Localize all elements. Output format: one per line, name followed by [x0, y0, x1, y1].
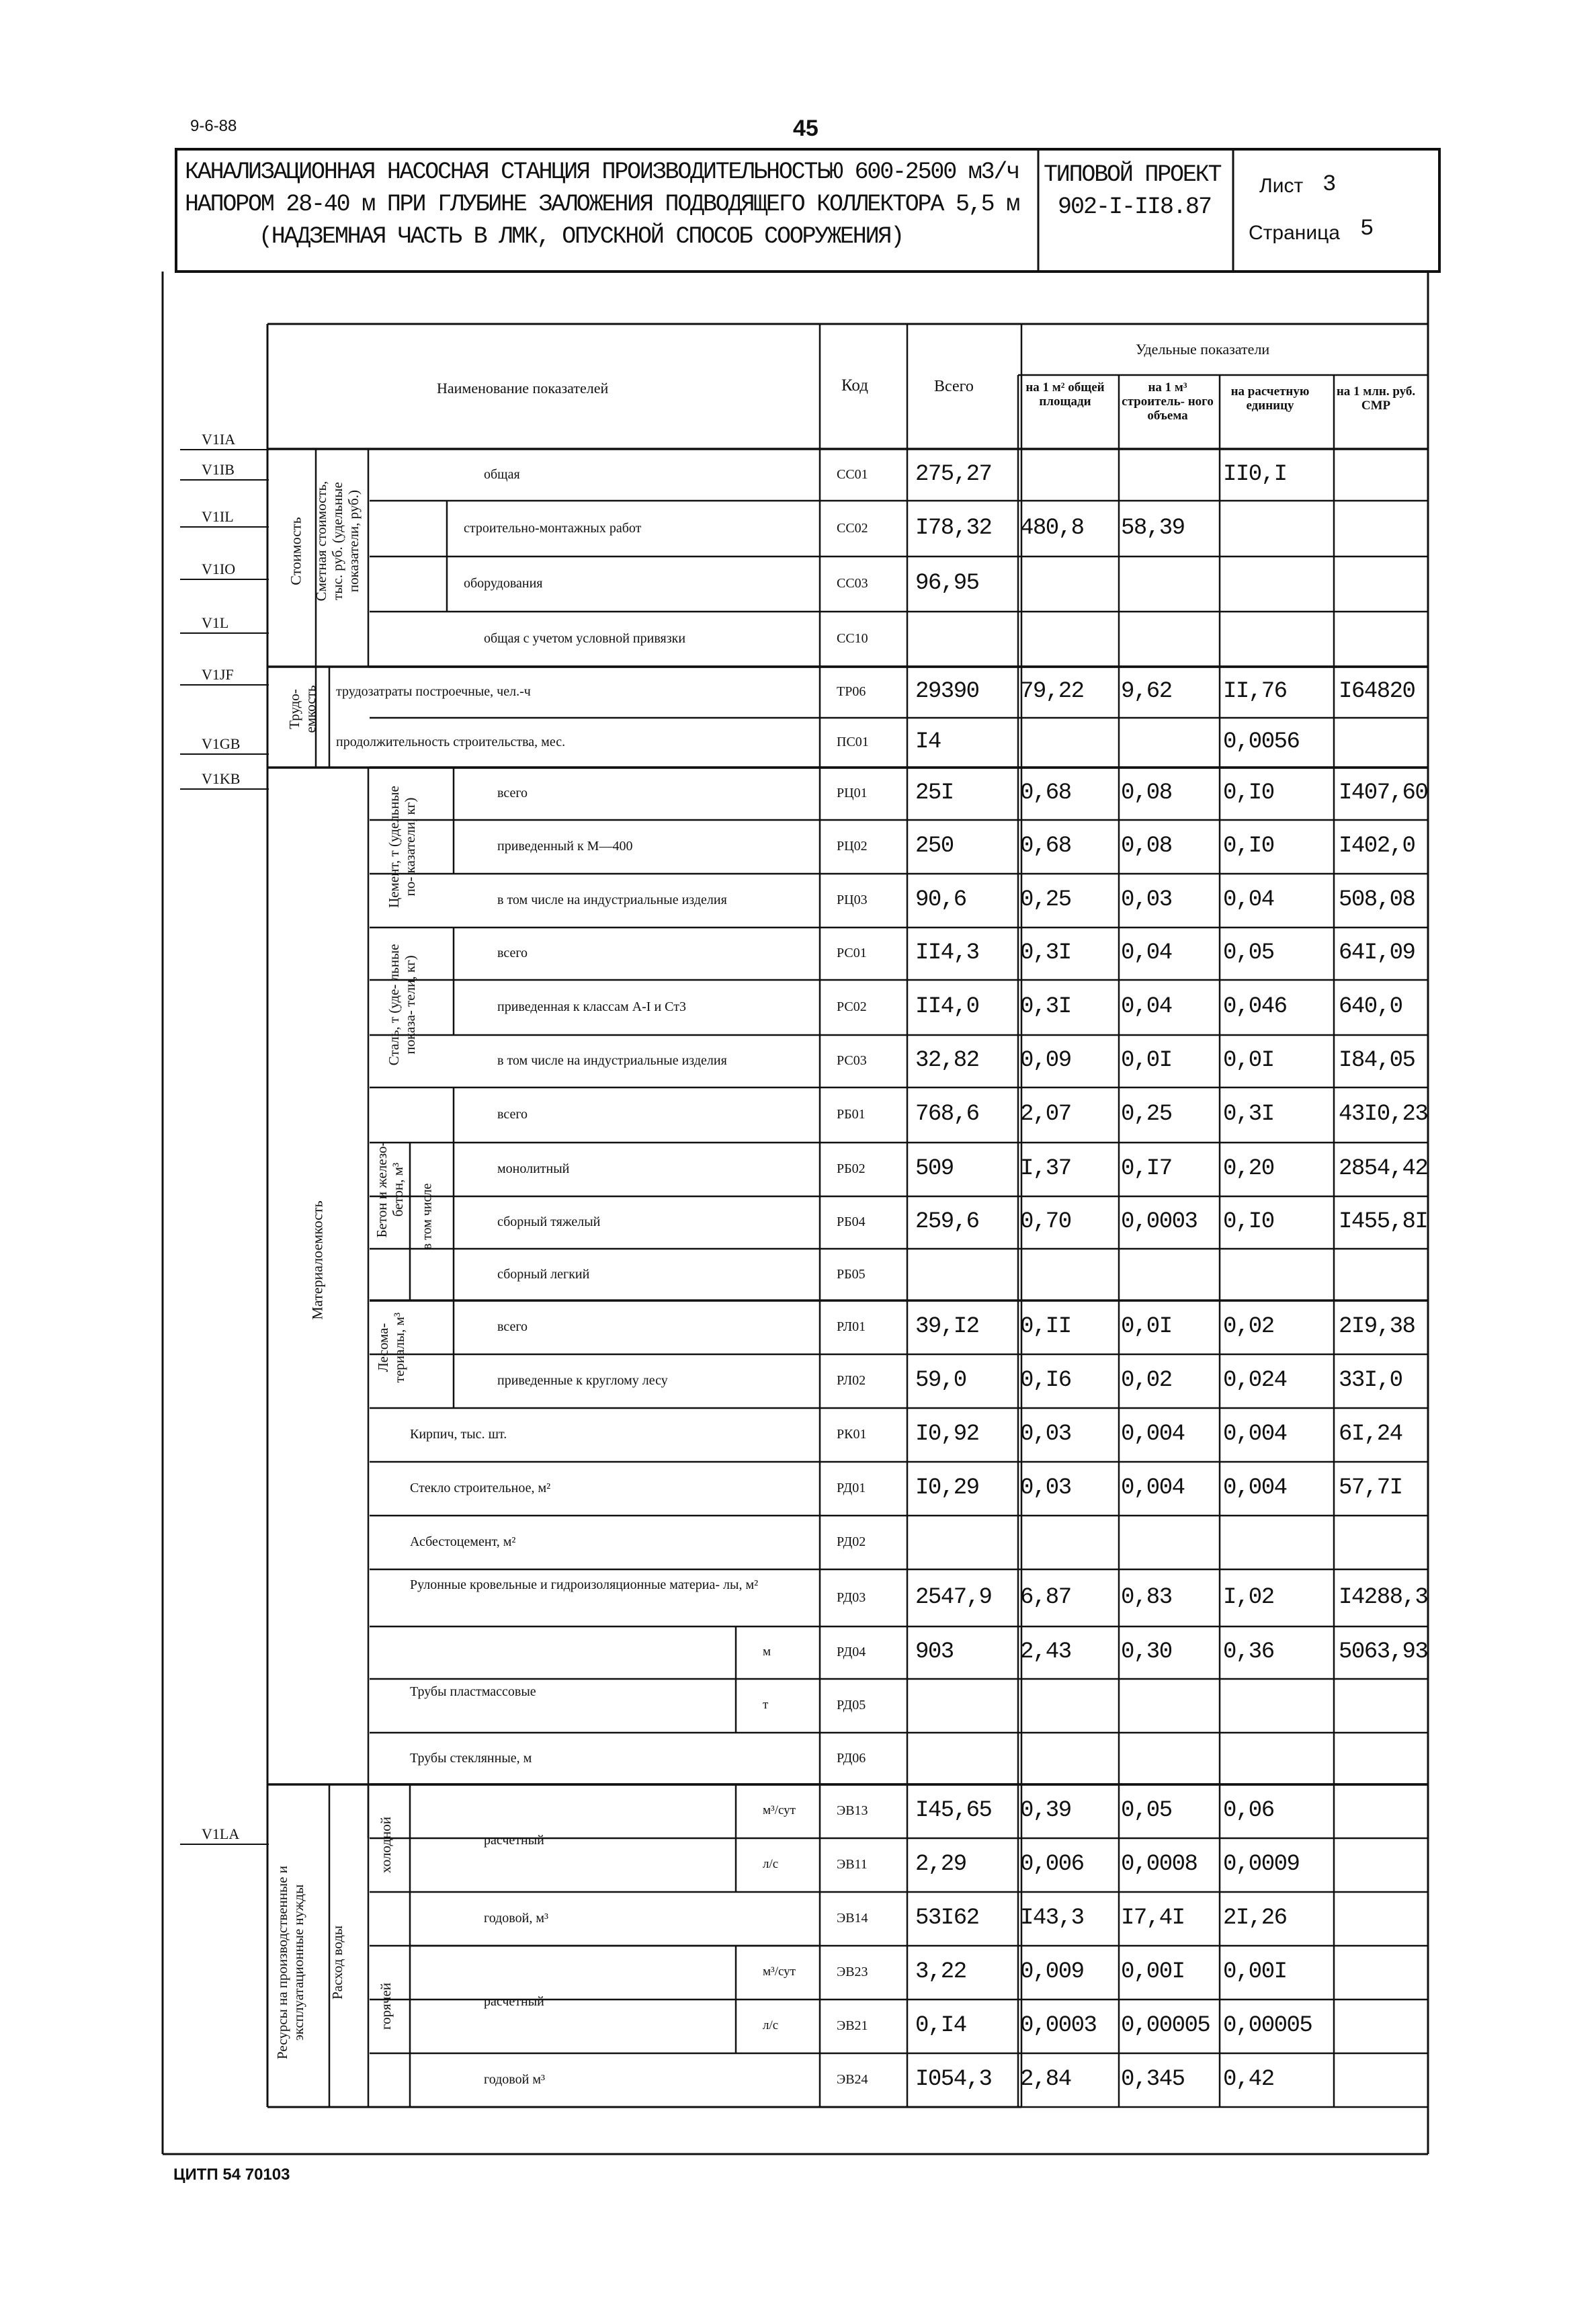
- row-code: РБ01: [837, 1107, 866, 1122]
- value-total: 3,22: [915, 1959, 966, 1985]
- value-m2: I43,3: [1020, 1905, 1084, 1931]
- row-code: РЦ02: [837, 839, 868, 854]
- row-code: РБ05: [837, 1266, 866, 1282]
- value-m2: 0,3I: [1020, 940, 1071, 966]
- value-mln: 33I,0: [1339, 1368, 1402, 1393]
- value-unit: 0,0009: [1223, 1852, 1300, 1877]
- value-m3: 0,I7: [1121, 1156, 1172, 1182]
- sheet-number: 3: [1322, 172, 1337, 198]
- value-m2: 0,I6: [1020, 1368, 1071, 1393]
- row-code: РС01: [837, 946, 867, 960]
- value-unit: 0,42: [1223, 2067, 1274, 2092]
- value-total: 275,27: [915, 461, 992, 487]
- value-total: I0,29: [915, 1475, 979, 1501]
- value-total: 59,0: [915, 1368, 966, 1393]
- value-total: 2547,9: [915, 1584, 992, 1610]
- value-m2: 0,03: [1020, 1475, 1071, 1501]
- row-label: в том числе на индустриальные изделия: [497, 893, 727, 907]
- value-m2: 480,8: [1020, 515, 1084, 541]
- value-mln: 43I0,23: [1339, 1102, 1428, 1127]
- value-total: 768,6: [915, 1102, 979, 1127]
- value-total: 29390: [915, 679, 979, 704]
- row-code: РБ02: [837, 1161, 866, 1176]
- value-unit: 0,04: [1223, 887, 1274, 913]
- group-water: Расход воды: [329, 1925, 345, 2000]
- row-code: ЭВ23: [837, 1965, 868, 1979]
- row-code: ЭВ11: [837, 1857, 868, 1872]
- value-m3: 0,83: [1121, 1584, 1172, 1610]
- row-code: РЦ01: [837, 786, 868, 800]
- row-code: РБ04: [837, 1214, 866, 1229]
- row-code: РД01: [837, 1481, 866, 1495]
- value-m2: 0,68: [1020, 833, 1071, 859]
- value-m3: I7,4I: [1121, 1905, 1185, 1931]
- row-code: СС10: [837, 631, 868, 646]
- unit-label: л/с: [763, 2018, 779, 2032]
- value-m3: 0,0I: [1121, 1314, 1172, 1340]
- group-cost-sub: Сметная стоимость, тыс. руб. (удельные показатели, руб.): [312, 481, 362, 602]
- row-label: общая с учетом условной привязки: [484, 631, 686, 646]
- value-unit: 0,I0: [1223, 780, 1274, 806]
- value-unit: 2I,26: [1223, 1905, 1287, 1931]
- group-cement: Цемент, т (удельные по- казатели, кг): [385, 786, 418, 908]
- value-m2: 0,09: [1020, 1048, 1071, 1073]
- value-mln: 6I,24: [1339, 1421, 1402, 1447]
- row-label: трудозатраты построечные, чел.-ч: [336, 684, 531, 699]
- row-label: Трубы стеклянные, м: [410, 1750, 532, 1766]
- value-unit: 0,3I: [1223, 1102, 1274, 1127]
- row-label: приведенный к М—400: [497, 839, 633, 854]
- project-number: 902-I-II8.87: [1058, 194, 1212, 220]
- row-label: сборный легкий: [497, 1266, 590, 1282]
- header-specific: Удельные показатели: [1136, 341, 1270, 358]
- value-m2: I,37: [1020, 1156, 1071, 1182]
- value-m3: 0,05: [1121, 1798, 1172, 1823]
- row-label: Кирпич, тыс. шт.: [410, 1427, 507, 1442]
- value-m2: 0,009: [1020, 1959, 1084, 1985]
- margin-code: V1KB: [202, 770, 241, 787]
- value-m3: 0,00I: [1121, 1959, 1185, 1985]
- project-label: ТИПОВОЙ ПРОЕКТ: [1044, 161, 1221, 188]
- margin-code: V1IO: [202, 561, 236, 577]
- value-total: 903: [915, 1639, 954, 1665]
- margin-code: V1LA: [202, 1825, 240, 1842]
- value-m2: 2,84: [1020, 2067, 1071, 2092]
- row-code: РЛ01: [837, 1319, 866, 1334]
- row-code: РД05: [837, 1698, 866, 1713]
- unit-label: м³/сут: [763, 1803, 796, 1817]
- row-label: Трубы пластмассовые: [410, 1684, 536, 1699]
- value-mln: I407,60: [1339, 780, 1428, 806]
- margin-code: V1IA: [202, 431, 236, 448]
- value-total: I45,65: [915, 1798, 992, 1823]
- header-code: Код: [841, 376, 868, 395]
- value-mln: 64I,09: [1339, 940, 1415, 966]
- group-cold: холодной: [377, 1817, 394, 1873]
- row-label: всего: [497, 946, 528, 960]
- row-code: РС03: [837, 1053, 867, 1068]
- row-label: строительно-монтажных работ: [464, 520, 642, 536]
- value-m3: 0,04: [1121, 994, 1172, 1020]
- row-code: РД06: [837, 1750, 866, 1766]
- value-unit: II,76: [1223, 679, 1287, 704]
- header-name: Наименование показателей: [437, 380, 609, 397]
- header-per-mln: на 1 млн. руб. СМР: [1336, 384, 1416, 413]
- value-m2: 2,43: [1020, 1639, 1071, 1665]
- value-mln: 508,08: [1339, 887, 1415, 913]
- footer-stamp: ЦИТП 54 70103: [173, 2166, 290, 2184]
- value-m3: 0,0I: [1121, 1048, 1172, 1073]
- row-label: годовой м³: [484, 2072, 545, 2087]
- value-mln: 640,0: [1339, 994, 1402, 1020]
- row-label: всего: [497, 786, 528, 800]
- margin-code: V1JF: [202, 666, 234, 683]
- value-m2: 0,25: [1020, 887, 1071, 913]
- value-total: II4,3: [915, 940, 979, 966]
- row-label: сборный тяжелый: [497, 1214, 601, 1229]
- row-code: РЛ02: [837, 1373, 866, 1388]
- row-label: общая: [484, 466, 520, 482]
- value-m2: 0,0003: [1020, 2013, 1097, 2038]
- value-m2: 0,68: [1020, 780, 1071, 806]
- value-mln: I4288,3: [1339, 1584, 1428, 1610]
- value-m3: 58,39: [1121, 515, 1185, 541]
- value-unit: 0,004: [1223, 1421, 1287, 1447]
- margin-code: V1IB: [202, 461, 235, 478]
- row-label: монолитный: [497, 1161, 570, 1176]
- header-per-unit: на расчетную единицу: [1230, 384, 1310, 413]
- value-unit: 0,00005: [1223, 2013, 1312, 2038]
- value-m2: 0,3I: [1020, 994, 1071, 1020]
- value-mln: I455,8I: [1339, 1209, 1428, 1235]
- group-resources: Ресурсы на производственные и эксплуатационные нужды: [274, 1866, 306, 2059]
- row-code: ПС01: [837, 735, 869, 749]
- value-m3: 0,08: [1121, 833, 1172, 859]
- value-unit: 0,I0: [1223, 833, 1274, 859]
- value-mln: I64820: [1339, 679, 1415, 704]
- group-concrete: Бетон и железо- бетон, м³: [373, 1141, 406, 1238]
- row-code: СС03: [837, 576, 868, 591]
- row-code: РД03: [837, 1590, 866, 1605]
- value-unit: 0,0056: [1223, 729, 1300, 755]
- value-m3: 0,03: [1121, 887, 1172, 913]
- row-code: ЭВ21: [837, 2018, 868, 2033]
- value-unit: 0,024: [1223, 1368, 1287, 1393]
- group-in-total: в том числе: [419, 1183, 435, 1250]
- value-m3: 0,004: [1121, 1475, 1185, 1501]
- row-label: приведенные к круглому лесу: [497, 1373, 668, 1388]
- value-unit: 0,06: [1223, 1798, 1274, 1823]
- row-code: СС02: [837, 520, 868, 536]
- value-unit: I,02: [1223, 1584, 1274, 1610]
- row-label: всего: [497, 1107, 528, 1122]
- value-total: 509: [915, 1156, 954, 1182]
- group-steel: Сталь, т (уде- льные показа- тели, кг): [385, 944, 418, 1066]
- value-m2: 79,22: [1020, 679, 1084, 704]
- row-code: ТР06: [837, 684, 866, 699]
- page-label: Страница: [1249, 222, 1340, 244]
- value-unit: 0,046: [1223, 994, 1287, 1020]
- value-m3: 0,0003: [1121, 1209, 1198, 1235]
- value-total: 259,6: [915, 1209, 979, 1235]
- row-code: РД04: [837, 1645, 866, 1659]
- page-number: 45: [793, 116, 818, 141]
- value-total: 90,6: [915, 887, 966, 913]
- row-code: ЭВ24: [837, 2072, 868, 2087]
- group-hot: горячей: [377, 1983, 394, 2030]
- unit-label: м³/сут: [763, 1965, 796, 1979]
- row-label: Стекло строительное, м²: [410, 1481, 551, 1495]
- value-m3: 0,0008: [1121, 1852, 1198, 1877]
- row-label: расчетный: [484, 1994, 544, 2009]
- value-m3: 0,25: [1121, 1102, 1172, 1127]
- row-code: РС02: [837, 999, 867, 1014]
- row-code: РЦ03: [837, 893, 868, 907]
- date-stamp: 9-6-88: [190, 117, 237, 135]
- value-m3: 0,345: [1121, 2067, 1185, 2092]
- value-total: I78,32: [915, 515, 992, 541]
- value-total: 0,I4: [915, 2013, 966, 2038]
- header-total: Всего: [934, 378, 974, 395]
- row-label: оборудования: [464, 576, 543, 591]
- value-total: 2,29: [915, 1852, 966, 1877]
- value-total: I0,92: [915, 1421, 979, 1447]
- value-unit: 0,36: [1223, 1639, 1274, 1665]
- value-m2: 0,03: [1020, 1421, 1071, 1447]
- value-mln: I84,05: [1339, 1048, 1415, 1073]
- group-material: Материалоемкость: [308, 1200, 326, 1320]
- value-total: 32,82: [915, 1048, 979, 1073]
- value-unit: 0,00I: [1223, 1959, 1287, 1985]
- group-labor: Трудо- емкость: [286, 685, 319, 733]
- value-unit: II0,I: [1223, 461, 1287, 487]
- value-total: 25I: [915, 780, 954, 806]
- margin-code: V1IL: [202, 508, 234, 525]
- value-mln: 57,7I: [1339, 1475, 1402, 1501]
- value-m3: 0,02: [1121, 1368, 1172, 1393]
- value-m2: 0,39: [1020, 1798, 1071, 1823]
- value-m2: 6,87: [1020, 1584, 1071, 1610]
- title-line-3: (НАДЗЕМНАЯ ЧАСТЬ В ЛМК, ОПУСКНОЙ СПОСОБ СООРУЖЕНИЯ): [259, 223, 903, 250]
- unit-label: т: [763, 1698, 769, 1712]
- value-m3: 0,08: [1121, 780, 1172, 806]
- value-m2: 0,70: [1020, 1209, 1071, 1235]
- value-m3: 0,00005: [1121, 2013, 1210, 2038]
- value-m2: 0,006: [1020, 1852, 1084, 1877]
- value-unit: 0,I0: [1223, 1209, 1274, 1235]
- value-mln: 2854,42: [1339, 1156, 1428, 1182]
- row-code: РД02: [837, 1534, 866, 1549]
- unit-label: л/с: [763, 1857, 779, 1871]
- group-timber: Лесома- териалы, м³: [374, 1312, 407, 1383]
- row-label: всего: [497, 1319, 528, 1334]
- title-line-1: КАНАЛИЗАЦИОННАЯ НАСОСНАЯ СТАНЦИЯ ПРОИЗВОДИТЕЛЬНОСТЬЮ 600-2500 м3/ч: [185, 159, 1019, 186]
- value-m2: 2,07: [1020, 1102, 1071, 1127]
- value-total: I054,3: [915, 2067, 992, 2092]
- value-total: 96,95: [915, 571, 979, 596]
- row-code: ЭВ13: [837, 1803, 868, 1818]
- value-unit: 0,004: [1223, 1475, 1287, 1501]
- header-per-m2: на 1 м² общей площади: [1025, 380, 1105, 409]
- value-unit: 0,02: [1223, 1314, 1274, 1340]
- row-label: в том числе на индустриальные изделия: [497, 1053, 727, 1068]
- row-label: годовой, м³: [484, 1911, 548, 1926]
- row-code: СС01: [837, 466, 868, 482]
- row-code: РК01: [837, 1427, 867, 1442]
- value-unit: 0,05: [1223, 940, 1274, 966]
- row-label: Асбестоцемент, м²: [410, 1534, 516, 1549]
- row-label: приведенная к классам А-I и Ст3: [497, 999, 686, 1014]
- sheet-label: Лист: [1259, 175, 1304, 197]
- value-m3: 0,30: [1121, 1639, 1172, 1665]
- page-number-box: 5: [1360, 216, 1374, 242]
- value-unit: 0,0I: [1223, 1048, 1274, 1073]
- row-label: расчетный: [484, 1833, 544, 1848]
- value-mln: 5063,93: [1339, 1639, 1428, 1665]
- row-code: ЭВ14: [837, 1911, 868, 1926]
- row-label: продолжительность строительства, мес.: [336, 735, 566, 749]
- margin-code: V1L: [202, 614, 229, 631]
- group-cost: Стоимость: [287, 517, 304, 585]
- value-mln: I402,0: [1339, 833, 1415, 859]
- value-m3: 9,62: [1121, 679, 1172, 704]
- value-total: 250: [915, 833, 954, 859]
- value-m2: 0,II: [1020, 1314, 1071, 1340]
- value-total: II4,0: [915, 994, 979, 1020]
- row-label: Рулонные кровельные и гидроизоляционные материа- лы, м²: [410, 1577, 759, 1592]
- value-total: 53I62: [915, 1905, 979, 1931]
- value-total: 39,I2: [915, 1314, 979, 1340]
- margin-code: V1GB: [202, 735, 241, 752]
- unit-label: м: [763, 1645, 771, 1659]
- value-unit: 0,20: [1223, 1156, 1274, 1182]
- value-total: I4: [915, 729, 941, 755]
- header-per-m3: на 1 м³ строитель- ного объема: [1122, 380, 1214, 423]
- title-line-2: НАПОРОМ 28-40 м ПРИ ГЛУБИНЕ ЗАЛОЖЕНИЯ ПОДВОДЯЩЕГО КОЛЛЕКТОРА 5,5 м: [185, 191, 1019, 218]
- value-m3: 0,004: [1121, 1421, 1185, 1447]
- value-mln: 2I9,38: [1339, 1314, 1415, 1340]
- value-m3: 0,04: [1121, 940, 1172, 966]
